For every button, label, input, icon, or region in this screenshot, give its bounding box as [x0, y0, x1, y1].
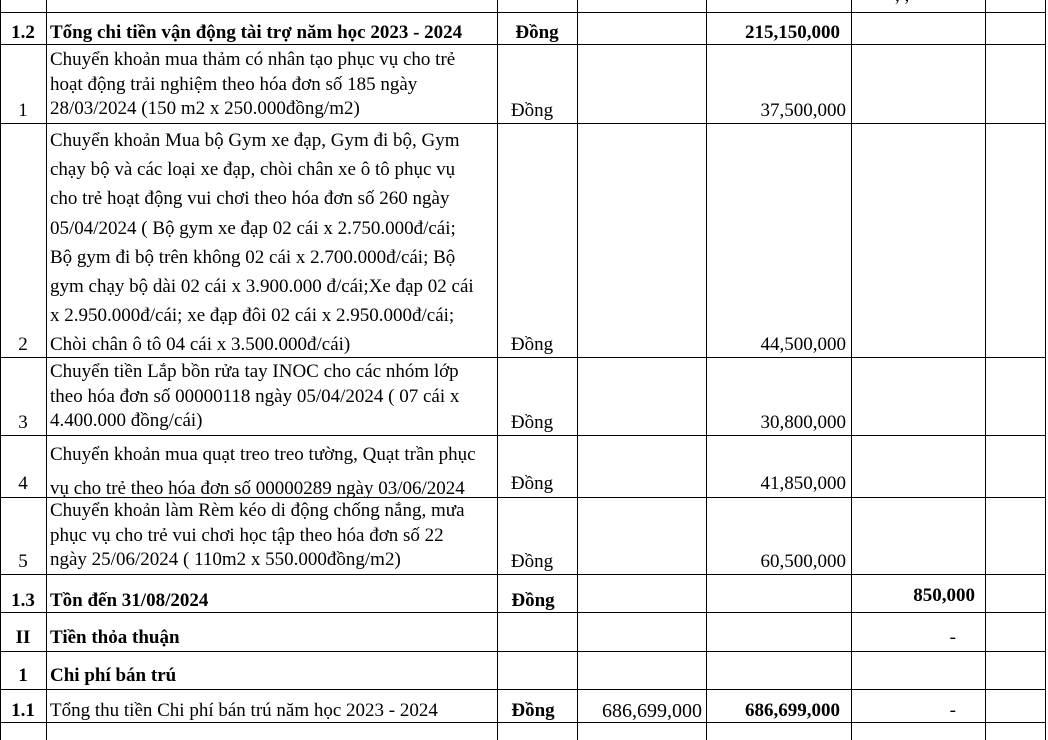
- col-border: [46, 0, 47, 740]
- row-unit: Đồng: [515, 22, 559, 43]
- col-border: [1045, 0, 1046, 740]
- row-description: Tiền thỏa thuận: [50, 627, 180, 648]
- row-description: Chuyển khoản mua quạt treo treo tường, Quạt trần phục vụ cho trẻ theo hóa đơn số 00000289 ngày 03/06/2024: [50, 444, 476, 499]
- row-unit: Đồng: [510, 551, 554, 572]
- row-amount: 60,500,000: [760, 551, 846, 572]
- row-unit: Đồng: [510, 412, 554, 433]
- row-unit: Đồng: [511, 700, 555, 721]
- row-stt: 5: [18, 551, 28, 572]
- row-stt: 1.3: [11, 590, 35, 611]
- row-border: [0, 574, 1046, 575]
- row-stt: 1: [18, 100, 28, 121]
- col-border: [577, 0, 578, 740]
- row-border: [0, 435, 1046, 436]
- row-description: Chuyển khoản Mua bộ Gym xe đạp, Gym đi bộ, Gym chạy bộ và các loại xe đạp, chòi chân xe ô tô phục vụ cho trẻ hoạt động vui chơi theo hóa đơn số 260 ngày 05/04/2024 ( Bộ gym xe đạp 02 cái x 2.750.000đ/cái; Bộ gym đi bộ trên không 02 cái x 2.700.000đ/cái; Bộ gym chạy bộ dài 02 cái x 3.900.000 đ/cái;Xe đạp 02 cái x 2.950.000đ/cái; xe đạp đôi 02 cái x 2.950.000đ/cái; Chòi chân ô tô 04 cái x 3.500.000đ/cái): [50, 130, 474, 356]
- row-border: [0, 12, 1046, 13]
- row-description: Chuyển tiền Lắp bồn rửa tay INOC cho các nhóm lớp theo hóa đơn số 00000118 ngày 05/04/2024 ( 07 cái x 4.400.000 đồng/cái): [50, 361, 460, 431]
- row-stt: II: [15, 627, 31, 648]
- row-amount: 44,500,000: [760, 334, 846, 355]
- row-amount: 215,150,000: [745, 22, 840, 43]
- col-border: [985, 0, 986, 740]
- row-stt: 1: [18, 665, 28, 686]
- row-stt: 2: [18, 334, 28, 355]
- row-description: Chuyển khoản mua thảm có nhân tạo phục vụ cho trẻ hoạt động trải nghiệm theo hóa đơn số 185 ngày 28/03/2024 (150 m2 x 250.000đồng/m2): [50, 49, 456, 119]
- row-amount: 686,699,000: [745, 700, 840, 721]
- row-border: [0, 123, 1046, 124]
- row-receipts: 686,699,000: [602, 700, 702, 722]
- row-amount: 37,500,000: [760, 100, 846, 121]
- row-stt: 4: [18, 473, 28, 494]
- row-border: [0, 651, 1046, 652]
- row-balance: -: [949, 700, 956, 721]
- row-balance: -: [949, 627, 956, 648]
- row-unit: Đồng: [510, 473, 554, 494]
- row-unit: Đồng: [510, 334, 554, 355]
- row-description: Chi phí bán trú: [50, 665, 177, 686]
- row-amount: 30,800,000: [760, 412, 846, 433]
- row-border: [0, 689, 1046, 690]
- row-description: Tổng thu tiền Chi phí bán trú năm học 2023 - 2024: [50, 700, 438, 721]
- row-stt: 1.1: [11, 700, 35, 721]
- row-amount: 41,850,000: [760, 473, 846, 494]
- row-balance: 850,000: [913, 585, 975, 606]
- row-stt: 3: [18, 412, 28, 433]
- row-description: Tồn đến 31/08/2024: [50, 590, 209, 611]
- row-unit: Đồng: [510, 100, 554, 121]
- row-stt: 1.2: [11, 22, 35, 43]
- row-description: Chuyển khoản làm Rèm kéo di động chống nắng, mưa phục vụ cho trẻ vui chơi học tập theo hóa đơn số 22 ngày 25/06/2024 ( 110m2 x 550.000đồng/m2): [50, 500, 465, 570]
- row-unit: Đồng: [511, 590, 555, 611]
- row-description: Tổng chi tiền vận động tài trợ năm học 2023 - 2024: [50, 22, 463, 43]
- cut-off-cell-text: [895, 0, 980, 8]
